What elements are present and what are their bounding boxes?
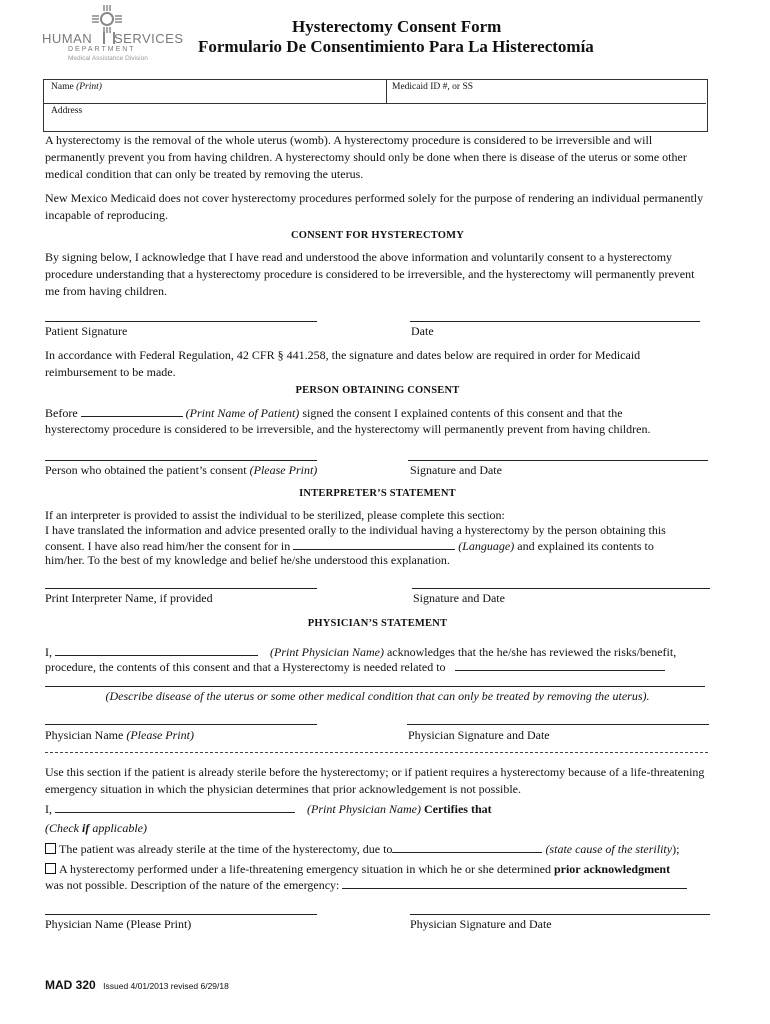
physician-name-hint: (Print Physician Name) [270,645,384,659]
option-2-bold: prior acknowledgment [553,862,671,876]
option-2-checkbox[interactable] [45,863,56,874]
person-label [45,462,317,479]
patient-signature-line[interactable] [45,321,317,322]
condition-line-2[interactable] [45,686,705,687]
form-issued: Issued 4/01/2013 revised 6/29/18 [103,981,229,991]
interpreter-name-label: Print Interpreter Name, if provided [45,591,213,605]
interpreter-line-1: If an interpreter is provided to assist the individual to be sterilized, please complete this section: [45,508,505,522]
interpreter-line-2: I have translated the information and advice presented orally to the individual having a hysterectomy by the person obtaining this [45,523,666,537]
name-label: Name [51,82,74,92]
certifies-label: Certifies that [423,802,492,816]
check-hint-b: applicable) [89,821,147,835]
sterile-i-line [45,800,710,818]
physician-text-1: acknowledges that the he/she has reviewed the risks/benefit, [386,645,677,659]
language-blank[interactable] [293,537,455,550]
date-label: Date [411,324,434,338]
check-hint [45,820,147,837]
medicaid-label: Medicaid ID #, or SS [392,82,474,92]
interpreter-line-3b: and explained its contents to [517,539,654,553]
form-subtitle: Formulario De Consentimiento Para La Histerectomía [198,37,594,56]
physician-text-2: procedure, the contents of this consent and that a Hysterectomy is needed related to [45,660,446,674]
option-1-end: ); [672,842,680,856]
emergency-label: was not possible. Description of the nature of the emergency: [45,878,340,892]
date-line[interactable] [410,321,700,322]
intro-paragraph-1: A hysterectomy is the removal of the whole uterus (womb). A hysterectomy procedure is considered to be irreversible and will permanently prevent you from having children. A hysterectomy should only be done when there is disease of the uterus or some other medical condition that can only be treated by removing the uterus. [45,133,687,181]
person-name-line[interactable] [45,460,317,461]
form-id: MAD 320 [45,978,96,992]
form-title: Hysterectomy Consent Form [292,17,502,36]
physician-name-text: Physician Name [45,728,124,742]
intro-paragraph-2: New Mexico Medicaid does not cover hysterectomy procedures performed solely for the purpose of rendering an individual permanently incapable of reproducing. [45,191,704,222]
physician-name-print-hint: (Please Print) [126,728,194,742]
sterile-physician-signature-line[interactable] [410,914,710,915]
regulation-text: In accordance with Federal Regulation, 42 CFR § 441.258, the signature and dates below are required in order for Medicaid reimbursement to be made. [45,348,641,379]
physician-line-2 [45,658,715,676]
physician-i-label: I, [45,645,52,659]
patient-name-blank[interactable] [81,404,183,417]
person-signature-label: Signature and Date [410,463,502,477]
interpreter-signature-line[interactable] [412,588,710,589]
option-2-text: A hysterectomy performed under a life-threatening emergency situation in which he or she determined [59,862,551,876]
form-footer [45,976,229,994]
language-hint: (Language) [458,539,515,553]
sterile-physician-name-line[interactable] [45,914,317,915]
logo-services: SERVICES [114,31,184,46]
logo-department: DEPARTMENT [68,46,136,53]
physician-name-blank[interactable] [55,643,258,656]
physician-heading: PHYSICIAN’S STATEMENT [307,618,448,629]
check-hint-a: (Check [45,821,82,835]
zia-sun-icon [90,4,124,34]
interpreter-line-4: him/her. To the best of my knowledge and belief he/she understood this explanation. [45,553,450,567]
physician-signature-line[interactable] [407,724,709,725]
person-signature-line[interactable] [408,460,708,461]
describe-hint [45,688,710,705]
emergency-blank[interactable] [342,876,687,889]
before-text: signed the consent I explained contents of this consent and that the [302,406,623,420]
interpreter-line-3a: consent. I have also read him/her the consent for in [45,539,291,553]
sterile-physician-hint: (Print Physician Name) [307,802,421,816]
interpreter-name-line[interactable] [45,588,317,589]
interpreter-heading: INTERPRETER’S STATEMENT [299,488,456,499]
section-divider [45,752,708,753]
address-field[interactable] [51,106,701,126]
person-label-text: Person who obtained the patient’s consent [45,463,247,477]
physician-signature-label: Physician Signature and Date [408,728,550,742]
check-hint-if: if [81,821,90,835]
option-1 [45,840,715,858]
physician-name-line[interactable] [45,724,317,725]
medicaid-id-field[interactable] [392,82,702,100]
interpreter-signature-label: Signature and Date [413,591,505,605]
describe-hint-text: (Describe disease of the uterus or some other medical condition that can only be treated by removing the uterus). [105,689,650,703]
name-field[interactable] [51,82,381,100]
sterile-text: Use this section if the patient is already sterile before the hysterectomy; or if patient requires a hysterectomy because of a life-threatening emergency situation in which the physician determines that prior acknowledgement is not possible. [45,765,705,796]
before-line [45,404,710,422]
department-logo [40,4,184,62]
sterile-i-label: I, [45,802,52,816]
consent-heading: CONSENT FOR HYSTERECTOMY [290,230,465,241]
logo-division: Medical Assistance Division [68,55,148,62]
option-1-hint: (state cause of the sterility [545,842,673,856]
option-1-checkbox[interactable] [45,843,56,854]
name-hint: (Print) [76,82,102,92]
sterility-cause-blank[interactable] [392,840,542,853]
person-obtaining-heading: PERSON OBTAINING CONSENT [295,385,460,396]
consent-text: By signing below, I acknowledge that I have read and understood the above information and voluntarily consent to a hysterectomy procedure understanding that a hysterectomy procedure is considered to be irreversible, and the hysterectomy will permanently prevent me from having children. [45,250,695,298]
person-label-hint: (Please Print) [249,463,318,477]
sterile-physician-name-label: Physician Name (Please Print) [45,917,192,931]
sterile-physician-signature-label: Physician Signature and Date [410,917,552,931]
before-text-2: hysterectomy procedure is considered to be irreversible, and the hysterectomy will permanently prevent from having children. [45,422,651,436]
option-2-line-2 [45,876,715,894]
condition-blank[interactable] [455,658,665,671]
sterile-physician-blank[interactable] [55,800,295,813]
patient-name-hint: (Print Name of Patient) [185,406,300,420]
physician-name-label [45,727,194,744]
address-label: Address [51,106,83,116]
before-label: Before [45,406,78,420]
patient-signature-label: Patient Signature [45,324,128,338]
logo-human: HUMAN [42,31,93,46]
option-1-text: The patient was already sterile at the time of the hysterectomy, due to [59,842,393,856]
